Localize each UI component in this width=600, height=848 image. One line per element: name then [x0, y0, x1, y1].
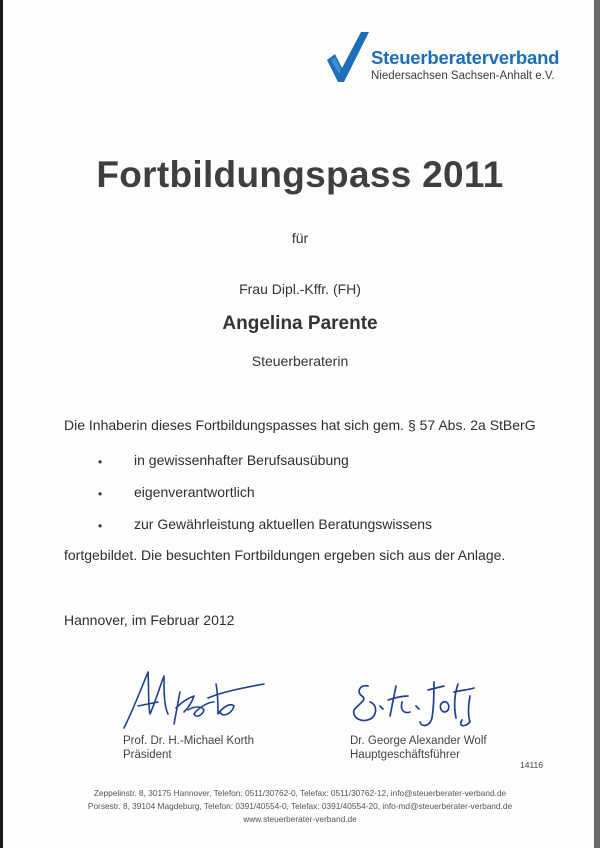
- footer-address-magdeburg: Porsestr. 8, 39104 Magdeburg, Telefon: 0391/40554-0, Telefax: 0391/40554-20, info-md@steuerberater-verband.de: [87, 801, 513, 811]
- bullet-item: zur Gewährleistung aktuellen Beratungswissens: [134, 516, 433, 532]
- bullet-icon: •: [98, 455, 103, 469]
- signatory-left-role: Präsident: [123, 749, 172, 761]
- bullet-item: eigenverantwortlich: [134, 484, 255, 500]
- for-label: für: [291, 230, 309, 246]
- profession: Steuerberaterin: [251, 353, 349, 369]
- document-number: 14116: [520, 760, 544, 770]
- scan-edge-right: [594, 0, 600, 848]
- signature-right-image: [350, 672, 500, 734]
- signatory-right-role: Hauptgeschäftsführer: [350, 749, 460, 761]
- signatory-right-name: Dr. George Alexander Wolf: [350, 735, 487, 747]
- org-subtitle: Niedersachsen Sachsen-Anhalt e.V.: [371, 70, 555, 82]
- certificate-title: Fortbildungspass 2011: [96, 154, 504, 195]
- bullet-item: in gewissenhafter Berufsausübung: [134, 452, 349, 468]
- recipient-name: Angelina Parente: [222, 313, 378, 334]
- closing-text: fortgebildet. Die besuchten Fortbildungen ergeben sich aus der Anlage.: [64, 547, 506, 563]
- footer-website: www.steuerberater-verband.de: [243, 814, 357, 824]
- salutation: Frau Dipl.-Kffr. (FH): [239, 281, 361, 297]
- bullet-icon: •: [98, 487, 103, 501]
- org-name: Steuerberaterverband: [371, 47, 560, 68]
- checkmark-logo-icon: [325, 30, 369, 84]
- intro-text: Die Inhaberin dieses Fortbildungspasses hat sich gem. § 57 Abs. 2a StBerG: [64, 417, 536, 433]
- bullet-icon: •: [98, 519, 103, 533]
- scan-edge-left: [0, 0, 3, 848]
- signatory-left-name: Prof. Dr. H.-Michael Korth: [123, 735, 255, 747]
- place-date: Hannover, im Februar 2012: [64, 612, 235, 628]
- signature-left-image: [118, 662, 268, 732]
- footer-address-hannover: Zeppelinstr. 8, 30175 Hannover, Telefon: 0511/30762-0, Telefax: 0511/30762-12, info@steuerberater-verband.de: [93, 788, 507, 798]
- org-logo: [325, 30, 575, 86]
